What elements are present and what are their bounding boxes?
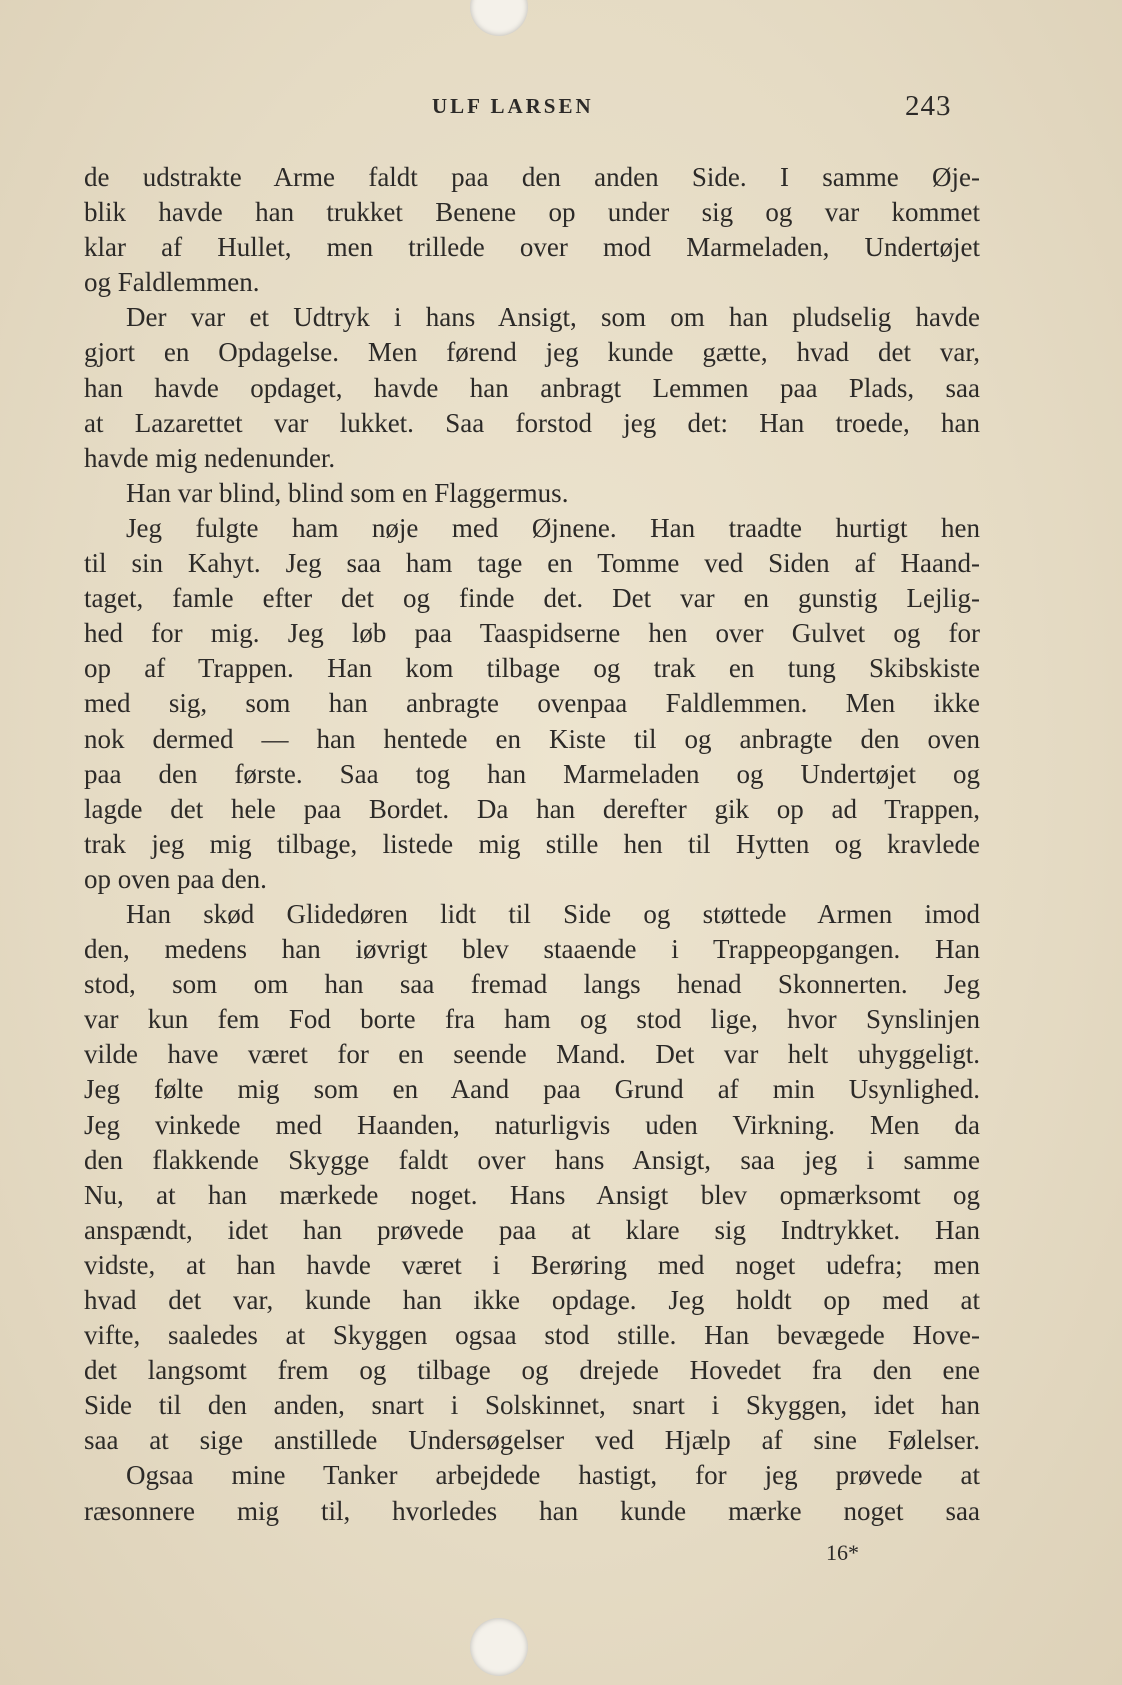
page-number: 243 bbox=[905, 90, 952, 122]
binding-hole-bottom bbox=[470, 1618, 528, 1676]
text-line: han havde opdaget, havde han anbragt Lemmen paa Plads, saa bbox=[84, 372, 980, 403]
text-line: og Faldlemmen. bbox=[84, 267, 260, 298]
signature-mark: 16* bbox=[826, 1540, 859, 1565]
text-line: trak jeg mig tilbage, listede mig stille hen til Hytten og kravlede bbox=[84, 828, 980, 859]
text-line: blik havde han trukket Benene op under sig og var kommet bbox=[84, 197, 980, 228]
text-line: vilde have været for en seende Mand. Det var helt uhyggeligt. bbox=[84, 1039, 980, 1070]
text-line: med sig, som han anbragte ovenpaa Faldlemmen. Men ikke bbox=[84, 688, 980, 719]
text-line: gjort en Opdagelse. Men førend jeg kunde gætte, hvad det var, bbox=[84, 337, 980, 368]
text-line: havde mig nedenunder. bbox=[84, 442, 336, 473]
text-line: hed for mig. Jeg løb paa Taaspidserne hen over Gulvet og for bbox=[84, 618, 980, 649]
text-line: Jeg følte mig som en Aand paa Grund af min Usynlighed. bbox=[84, 1074, 980, 1105]
body-text bbox=[84, 160, 980, 1529]
text-line: Nu, at han mærkede noget. Hans Ansigt blev opmærksomt og bbox=[84, 1179, 980, 1210]
text-line: Der var et Udtryk i hans Ansigt, som om han pludselig havde bbox=[126, 302, 980, 333]
running-title: ULF LARSEN bbox=[432, 94, 594, 118]
text-line: den, medens han iøvrigt blev staaende i Trappeopgangen. Han bbox=[84, 934, 980, 965]
text-line: Han var blind, blind som en Flaggermus. bbox=[126, 477, 569, 508]
text-line: nok dermed — han hentede en Kiste til og anbragte den oven bbox=[84, 723, 980, 754]
running-head bbox=[0, 90, 1122, 130]
text-line: Side til den anden, snart i Solskinnet, snart i Skyggen, idet han bbox=[84, 1390, 980, 1421]
binding-hole-top bbox=[470, 0, 528, 36]
text-line: den flakkende Skygge faldt over hans Ansigt, saa jeg i samme bbox=[84, 1144, 980, 1175]
text-line: det langsomt frem og tilbage og drejede Hovedet fra den ene bbox=[84, 1355, 980, 1386]
text-line: de udstrakte Arme faldt paa den anden Side. I samme Øje- bbox=[84, 162, 980, 192]
text-line: Han skød Glidedøren lidt til Side og støttede Armen imod bbox=[126, 898, 980, 929]
text-line: Jeg vinkede med Haanden, naturligvis uden Virkning. Men da bbox=[84, 1109, 980, 1140]
text-line: klar af Hullet, men trillede over mod Marmeladen, Undertøjet bbox=[84, 232, 980, 263]
text-line: til sin Kahyt. Jeg saa ham tage en Tomme ved Siden af Haand- bbox=[84, 548, 980, 579]
text-line: op af Trappen. Han kom tilbage og trak en tung Skibskiste bbox=[84, 653, 980, 684]
text-line: anspændt, idet han prøvede paa at klare sig Indtrykket. Han bbox=[84, 1214, 980, 1245]
text-line: ræsonnere mig til, hvorledes han kunde mærke noget saa bbox=[84, 1495, 980, 1526]
text-line: var kun fem Fod borte fra ham og stod lige, hvor Synslinjen bbox=[84, 1004, 980, 1035]
text-line: vidste, at han havde været i Berøring med noget udefra; men bbox=[84, 1249, 980, 1280]
text-line: op oven paa den. bbox=[84, 863, 267, 894]
text-line: hvad det var, kunde han ikke opdage. Jeg holdt op med at bbox=[84, 1285, 980, 1315]
text-line: lagde det hele paa Bordet. Da han derefter gik op ad Trappen, bbox=[84, 793, 980, 824]
text-line: at Lazarettet var lukket. Saa forstod jeg det: Han troede, han bbox=[84, 407, 980, 438]
text-line: Jeg fulgte ham nøje med Øjnene. Han traadte hurtigt hen bbox=[126, 512, 980, 543]
text-line: paa den første. Saa tog han Marmeladen og Undertøjet og bbox=[84, 758, 980, 789]
text-line: vifte, saaledes at Skyggen ogsaa stod stille. Han bevægede Hove- bbox=[84, 1320, 980, 1351]
text-line: taget, famle efter det og finde det. Det var en gunstig Lejlig- bbox=[84, 583, 980, 614]
text-line: saa at sige anstillede Undersøgelser ved Hjælp af sine Følelser. bbox=[84, 1425, 980, 1456]
text-line: Ogsaa mine Tanker arbejdede hastigt, for jeg prøvede at bbox=[126, 1460, 980, 1491]
text-line: stod, som om han saa fremad langs henad Skonnerten. Jeg bbox=[84, 969, 980, 1000]
